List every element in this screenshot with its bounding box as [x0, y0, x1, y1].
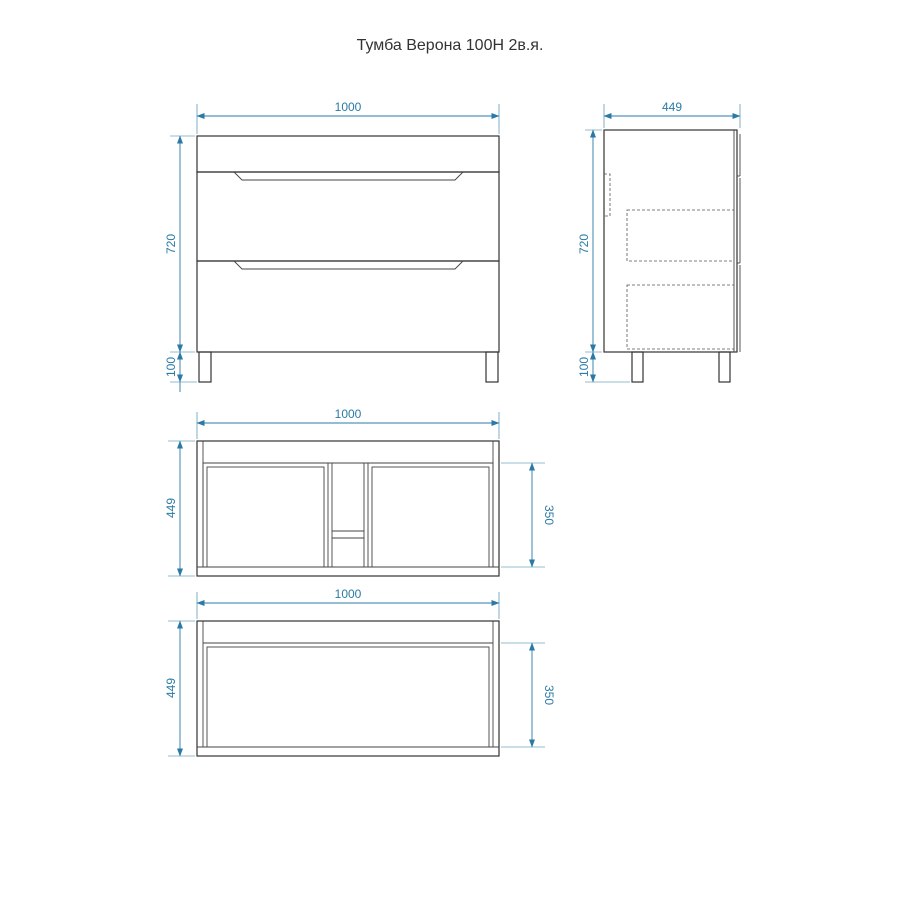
side-lower-drawer-hidden [627, 285, 734, 349]
upper-left-compartment [203, 463, 328, 567]
front-top-panel [197, 136, 499, 172]
top-lower-inner-label: 350 [542, 684, 556, 706]
top-view-upper-drawer [197, 441, 499, 576]
side-legs-label: 100 [577, 356, 591, 378]
upper-right-compartment [368, 463, 493, 567]
top-upper-width-label: 1000 [334, 407, 362, 421]
side-upper-drawer-hidden [627, 210, 734, 261]
top-lower-depth-label: 449 [164, 677, 178, 699]
front-lower-drawer [197, 261, 499, 352]
front-upper-drawer [197, 172, 499, 261]
front-dimensions [164, 100, 499, 392]
top-upper-depth-label: 449 [164, 497, 178, 519]
side-view [604, 130, 740, 382]
side-back-leg [719, 352, 730, 382]
front-width-label: 1000 [334, 100, 362, 114]
front-view [197, 136, 499, 382]
front-height-label: 720 [164, 233, 178, 255]
side-front-leg [632, 352, 643, 382]
side-height-label: 720 [577, 233, 591, 255]
lower-plan-outline [197, 621, 499, 756]
lower-compartment [207, 647, 489, 747]
upper-plan-outline [197, 441, 499, 576]
side-body [604, 130, 737, 352]
front-left-leg [199, 352, 211, 382]
top-upper-dimensions [164, 407, 556, 576]
top-lower-width-label: 1000 [334, 587, 362, 601]
front-upper-handle [234, 172, 463, 180]
front-legs-label: 100 [164, 356, 178, 378]
side-depth-label: 449 [661, 100, 683, 114]
top-lower-dimensions [164, 587, 556, 756]
front-lower-handle [234, 261, 463, 269]
top-upper-inner-label: 350 [542, 504, 556, 526]
front-right-leg [486, 352, 498, 382]
top-view-lower-drawer [197, 621, 499, 756]
drawing-title: Тумба Верона 100Н 2в.я. [356, 37, 544, 54]
side-dimensions [577, 100, 740, 382]
side-handle [604, 174, 610, 216]
